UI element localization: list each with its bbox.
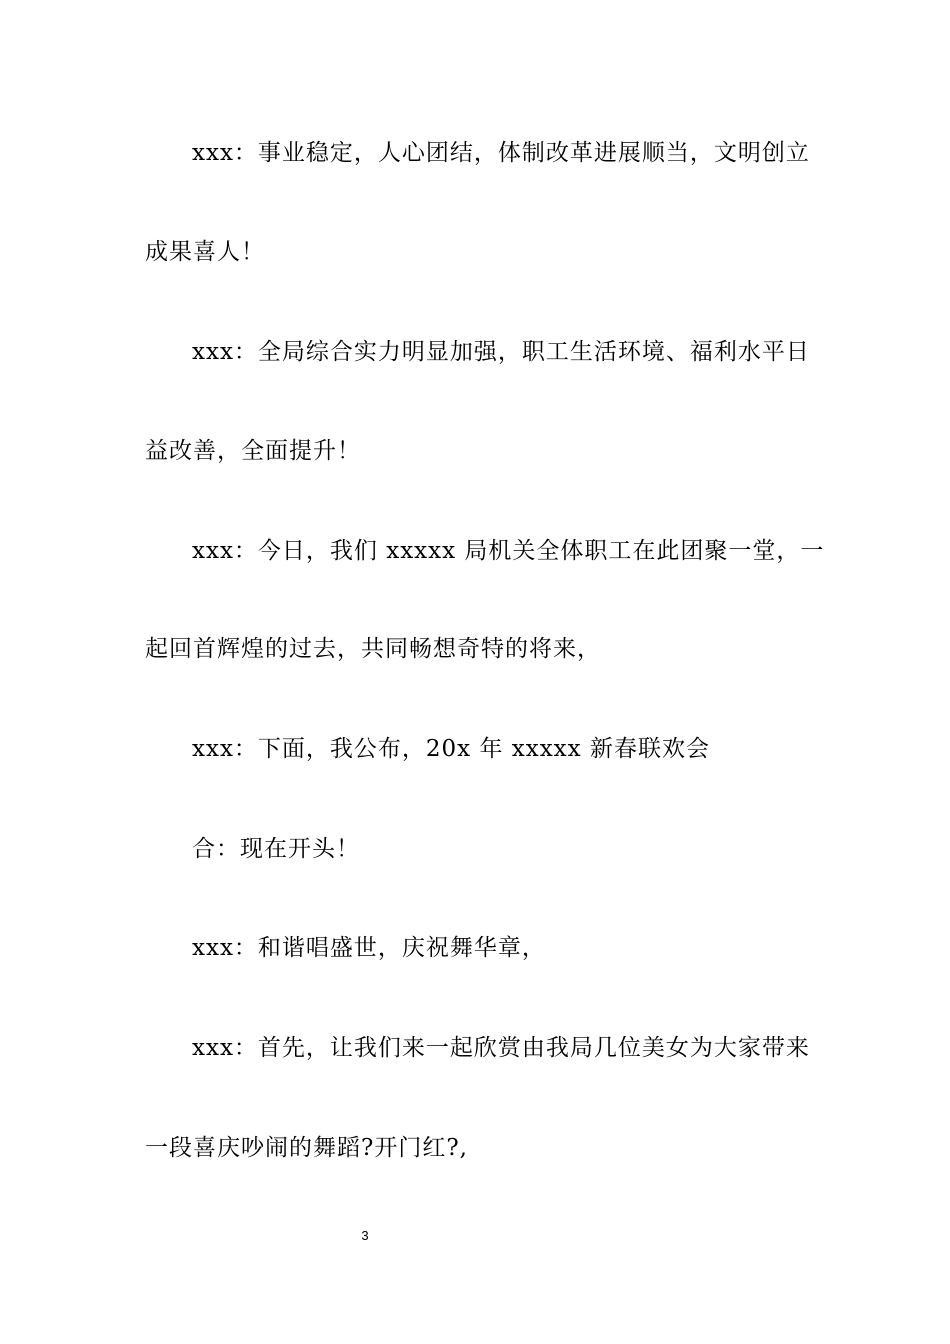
paragraph-line-8: 合：现在开头！ bbox=[192, 836, 360, 862]
paragraph-line-9: xxx：和谐唱盛世，庆祝舞华章， bbox=[192, 935, 546, 961]
paragraph-line-2: 成果喜人！ bbox=[145, 239, 265, 265]
paragraph-line-1: xxx：事业稳定，人心团结，体制改革进展顺当，文明创立 bbox=[192, 140, 810, 166]
paragraph-line-5: xxx：今日，我们 xxxxx 局机关全体职工在此团聚一堂，一 bbox=[192, 538, 825, 564]
paragraph-line-3: xxx：全局综合实力明显加强，职工生活环境、福利水平日 bbox=[192, 339, 810, 365]
paragraph-line-11: 一段喜庆吵闹的舞蹈?开门红?, bbox=[145, 1135, 468, 1161]
page-number: 3 bbox=[361, 1228, 369, 1243]
paragraph-line-10: xxx：首先，让我们来一起欣赏由我局几位美女为大家带来 bbox=[192, 1035, 810, 1061]
paragraph-line-6: 起回首辉煌的过去，共同畅想奇特的将来， bbox=[145, 636, 601, 662]
paragraph-line-7: xxx：下面，我公布，20x 年 xxxxx 新春联欢会 bbox=[192, 736, 710, 762]
paragraph-line-4: 益改善，全面提升！ bbox=[145, 438, 361, 464]
